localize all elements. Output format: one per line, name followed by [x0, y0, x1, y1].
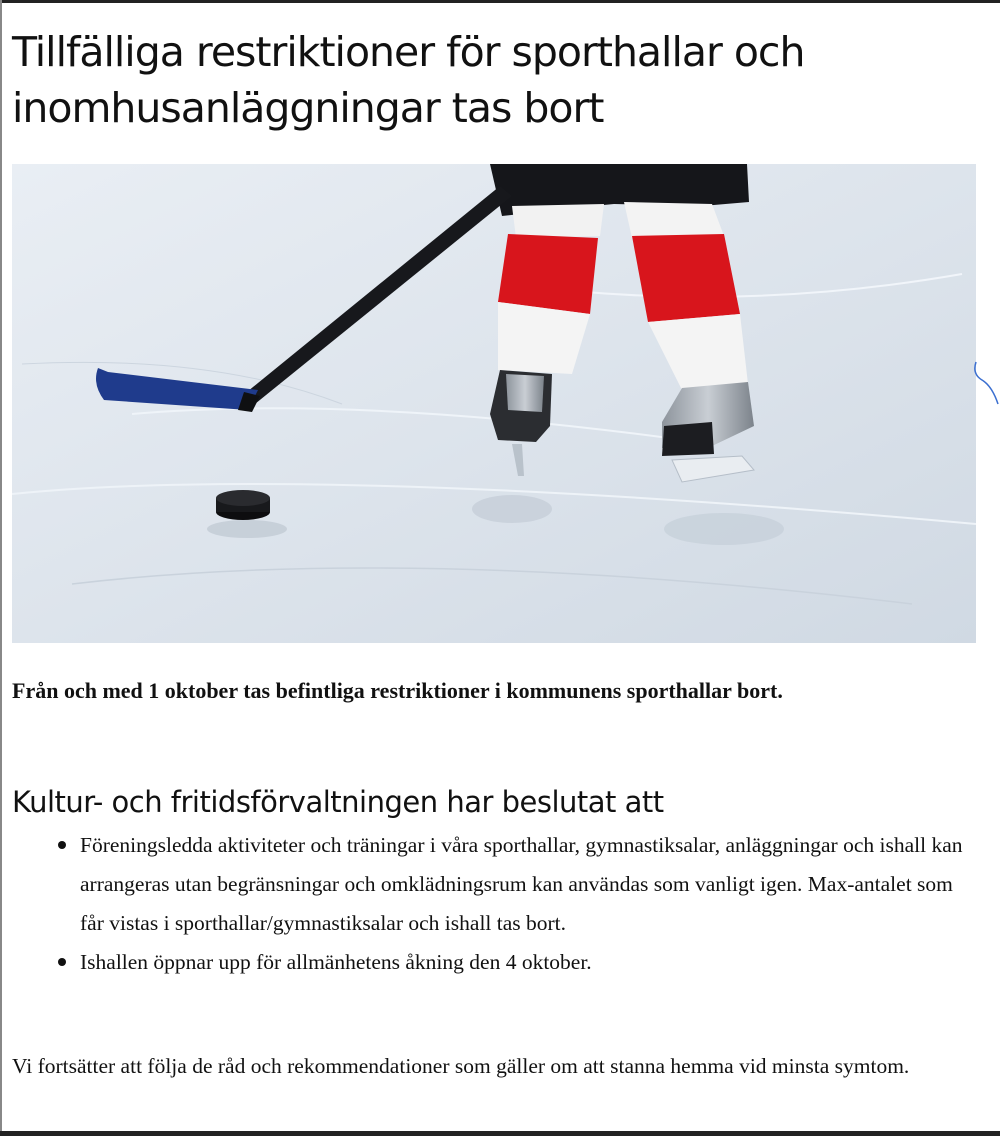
article-lead: Från och med 1 oktober tas befintliga restriktioner i kommunens sporthallar bort.: [12, 678, 783, 703]
list-item-text: Ishallen öppnar upp för allmänhetens åkning den 4 oktober.: [80, 950, 592, 974]
edge-squiggle-mark: [970, 360, 1000, 410]
list-item: [12, 943, 972, 982]
bullet-icon: [58, 841, 66, 849]
decision-list: [12, 826, 972, 982]
list-item: [12, 826, 972, 943]
top-border: [0, 0, 1000, 3]
hero-image: [12, 164, 976, 643]
bullet-icon: [58, 958, 66, 966]
closing-paragraph: Vi fortsätter att följa de råd och rekommendationer som gäller om att stanna hemma vid minsta symtom.: [12, 1054, 910, 1078]
left-border: [0, 0, 2, 1136]
bottom-border: [0, 1131, 1000, 1136]
list-item-text: Föreningsledda aktiviteter och träningar i våra sporthallar, gymnastiksalar, anläggningar och ishall kan arrangeras utan begränsningar och omklädningsrum kan användas som vanligt igen. Max-antalet som får vistas i sporthallar/gymnastiksalar och ishall tas bort.: [80, 833, 963, 935]
article-title: Tillfälliga restriktioner för sporthallar och inomhusanläggningar tas bort: [12, 28, 805, 132]
section-heading: Kultur- och fritidsförvaltningen har beslutat att: [12, 785, 664, 819]
